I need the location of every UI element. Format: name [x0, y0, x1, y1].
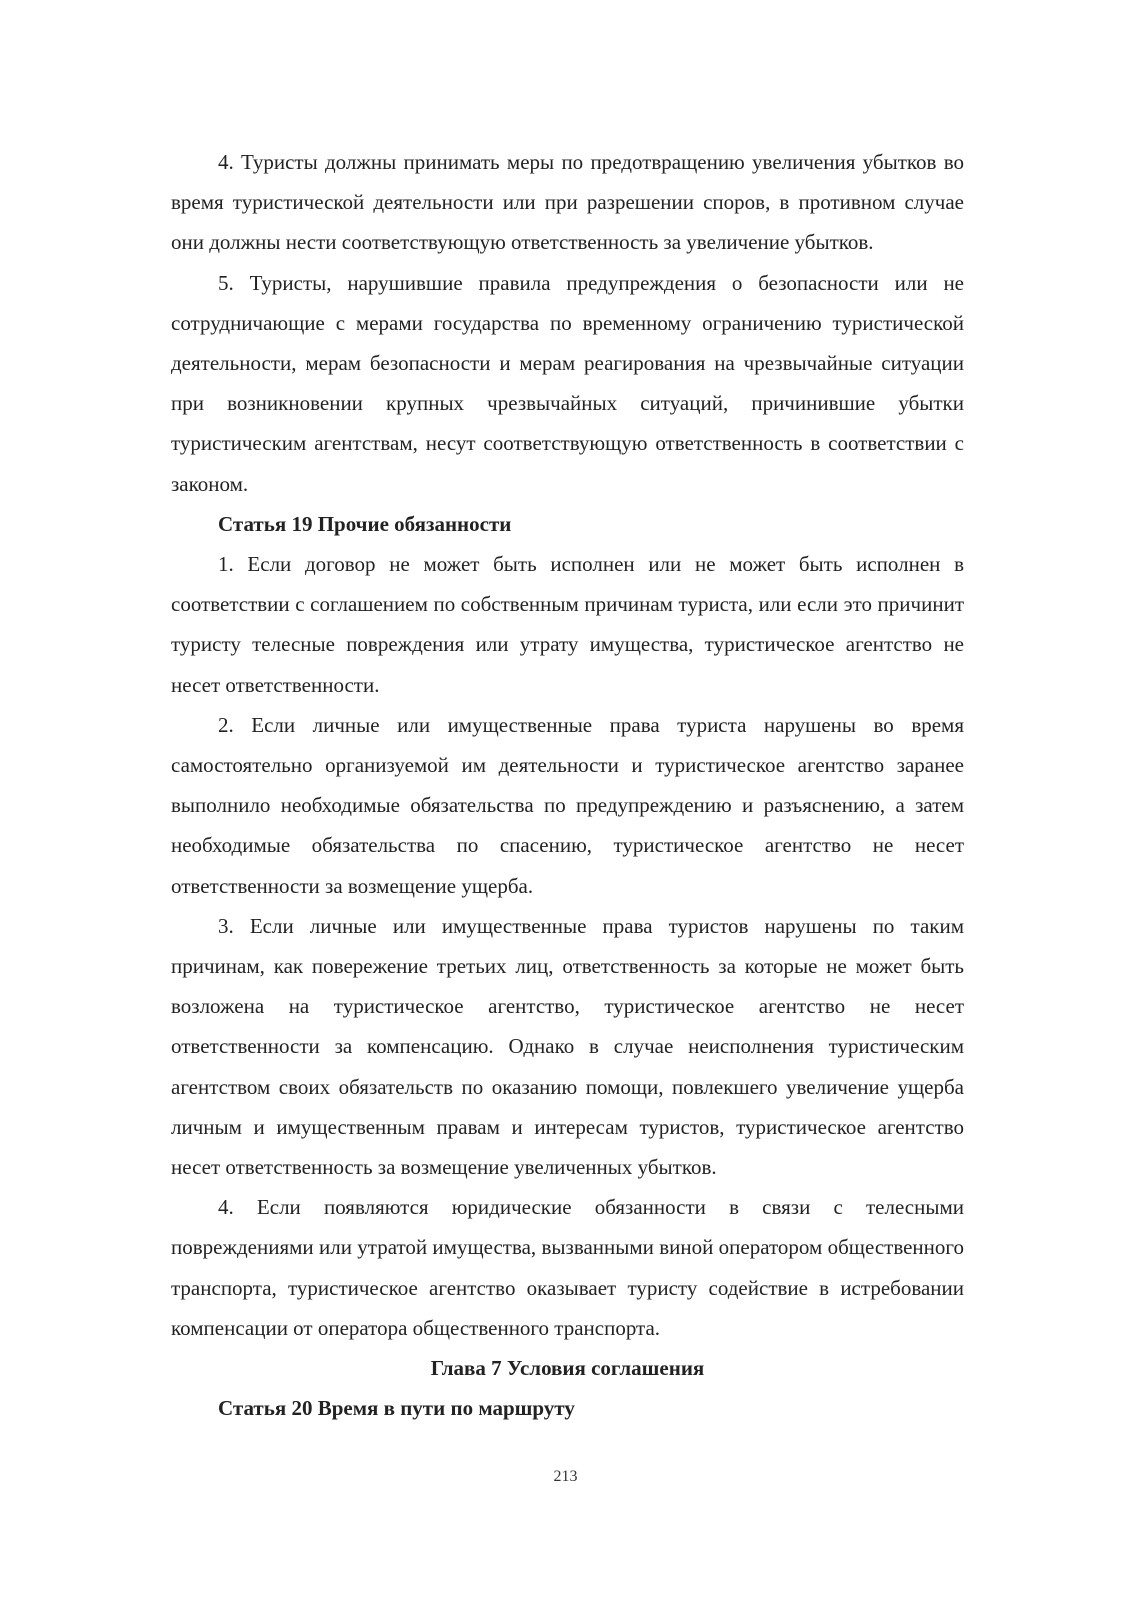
paragraph-5-safety: 5. Туристы, нарушившие правила предупреждения о безопасности или не сотрудничающие с мерами государства по временному ограничению туристической деятельности, мерам безопасности и мерам реагирования на чрезвычайные ситуации при возникновении крупных чрезвычайных ситуаций, причинившие убытки туристическим агентствам, несут соответствующую ответственность в соответствии с законом. — [171, 270, 964, 496]
article-19-paragraph-4: 4. Если появляются юридические обязанности в связи с телесными повреждениями или утратой имущества, вызванными виной оператором общественного транспорта, туристическое агентство оказывает туристу содействие в истребовании компенсации от оператора общественного транспорта. — [171, 1195, 964, 1340]
article-19-paragraph-3: 3. Если личные или имущественные права туристов нарушены по таким причинам, как повережение третьих лиц, ответственность за которые не может быть возложена на туристическое агентство, туристическое агентство не несет ответственности за компенсацию. Однако в случае неисполнения туристическим агентством своих обязательств по оказанию помощи, повлекшего увеличение ущерба личным и имущественным правам и интересам туристов, туристическое агентство несет ответственность за возмещение увеличенных убытков. — [171, 913, 964, 1180]
article-19-heading: Статья 19 Прочие обязанности — [218, 511, 512, 536]
article-20-heading: Статья 20 Время в пути по маршруту — [218, 1396, 575, 1421]
article-19-paragraph-1: 1. Если договор не может быть исполнен или не может быть исполнен в соответствии с соглашением по собственным причинам туриста, или если это причинит туристу телесные повреждения или утрату имущества, туристическое агентство не несет ответственности. — [171, 552, 964, 697]
document-page — [171, 142, 964, 1429]
page-number: 213 — [553, 1468, 578, 1485]
paragraph-4-losses: 4. Туристы должны принимать меры по предотвращению увеличения убытков во время туристической деятельности или при разрешении споров, в противном случае они должны нести соответствующую ответственность за увеличение убытков. — [171, 150, 964, 255]
chapter-7-heading: Глава 7 Условия соглашения — [430, 1356, 705, 1381]
article-19-paragraph-2: 2. Если личные или имущественные права туриста нарушены во время самостоятельно организуемой им деятельности и туристическое агентство заранее выполнило необходимые обязательства по предупреждению и разъяснению, а затем необходимые обязательства по спасению, туристическое агентство не несет ответственности за возмещение ущерба. — [171, 712, 964, 898]
